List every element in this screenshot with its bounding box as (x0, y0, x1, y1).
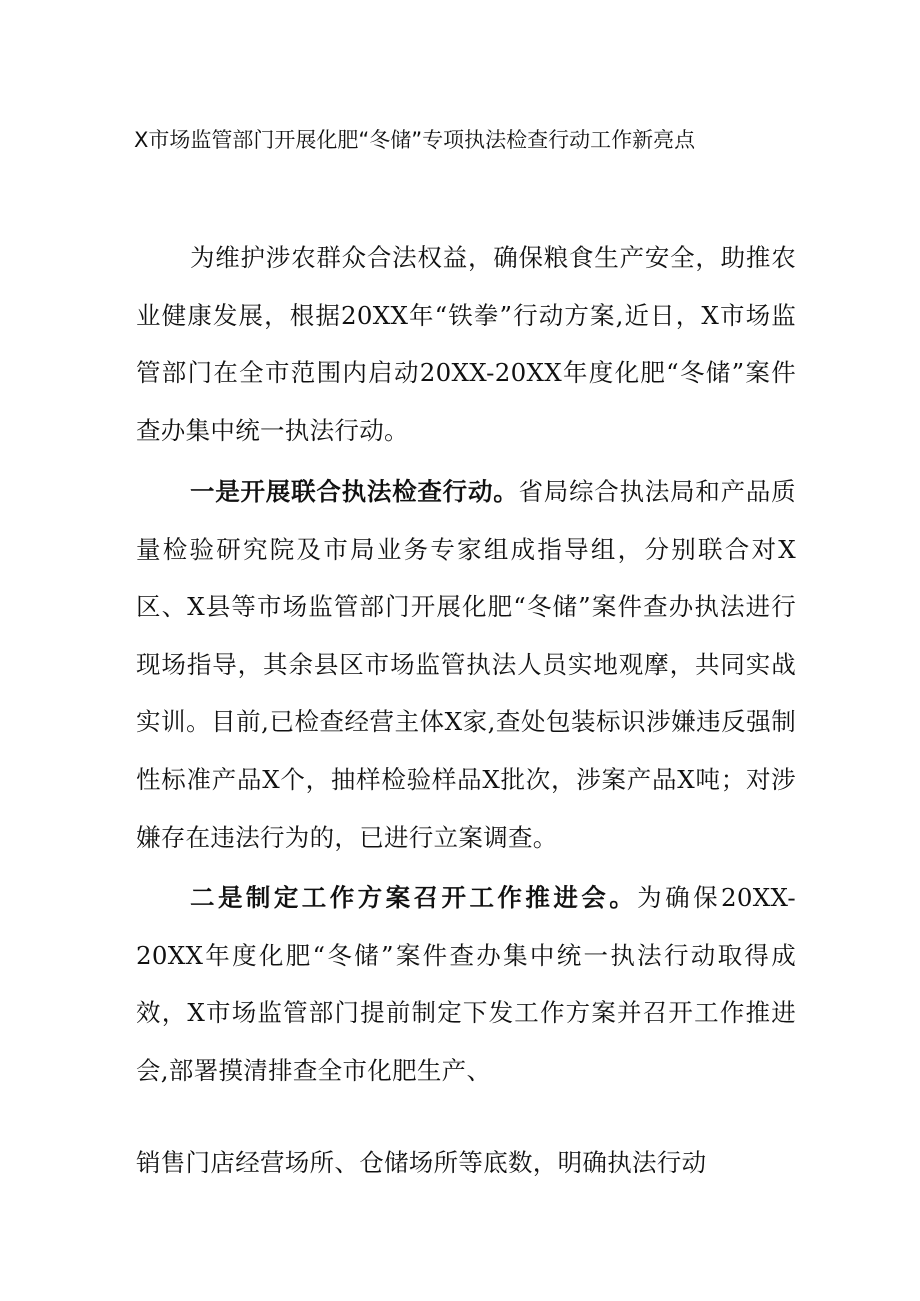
document-title: X市场监管部门开展化肥“冬储”专项执法检查行动工作新亮点 (134, 128, 696, 152)
paragraph-lead-heading: 二是制定工作方案召开工作推进会。 (190, 883, 638, 912)
paragraph-text: 省局综合执法局和产品质量检验研究院及市局业务专家组成指导组，分别联合对X区、X县等市场监管部门开展化肥“冬储”案件查办执法进行现场指导，其余县区市场监管执法人员实地观摩，共同实战实训。目前,已检查经营主体X家,查处包装标识涉嫌违反强制性标准产品X个，抽样检验样品X批次，涉案产品X吨；对涉嫌存在违法行为的，已进行立案调查。 (136, 477, 796, 852)
paragraph-intro (136, 229, 796, 459)
paragraph-continuation (136, 1143, 796, 1183)
paragraph-lead-heading: 一是开展联合执法检查行动。 (190, 477, 519, 506)
paragraph-text: 为确保20XX-20XX年度化肥“冬储”案件查办集中统一执法行动取得成效，X市场监管部门提前制定下发工作方案并召开工作推进会,部署摸清排查全市化肥生产、 (136, 883, 796, 1085)
paragraph-joint-inspection (136, 463, 796, 866)
paragraph-text: 为维护涉农群众合法权益，确保粮食生产安全，助推农业健康发展，根据20XX年“铁拳”行动方案,近日，X市场监管部门在全市范围内启动20XX-20XX年度化肥“冬储”案件查办集中统一执法行动。 (136, 243, 796, 445)
paragraph-work-plan (136, 869, 796, 1099)
paragraph-text: 销售门店经营场所、仓储场所等底数，明确执法行动 (136, 1148, 707, 1177)
